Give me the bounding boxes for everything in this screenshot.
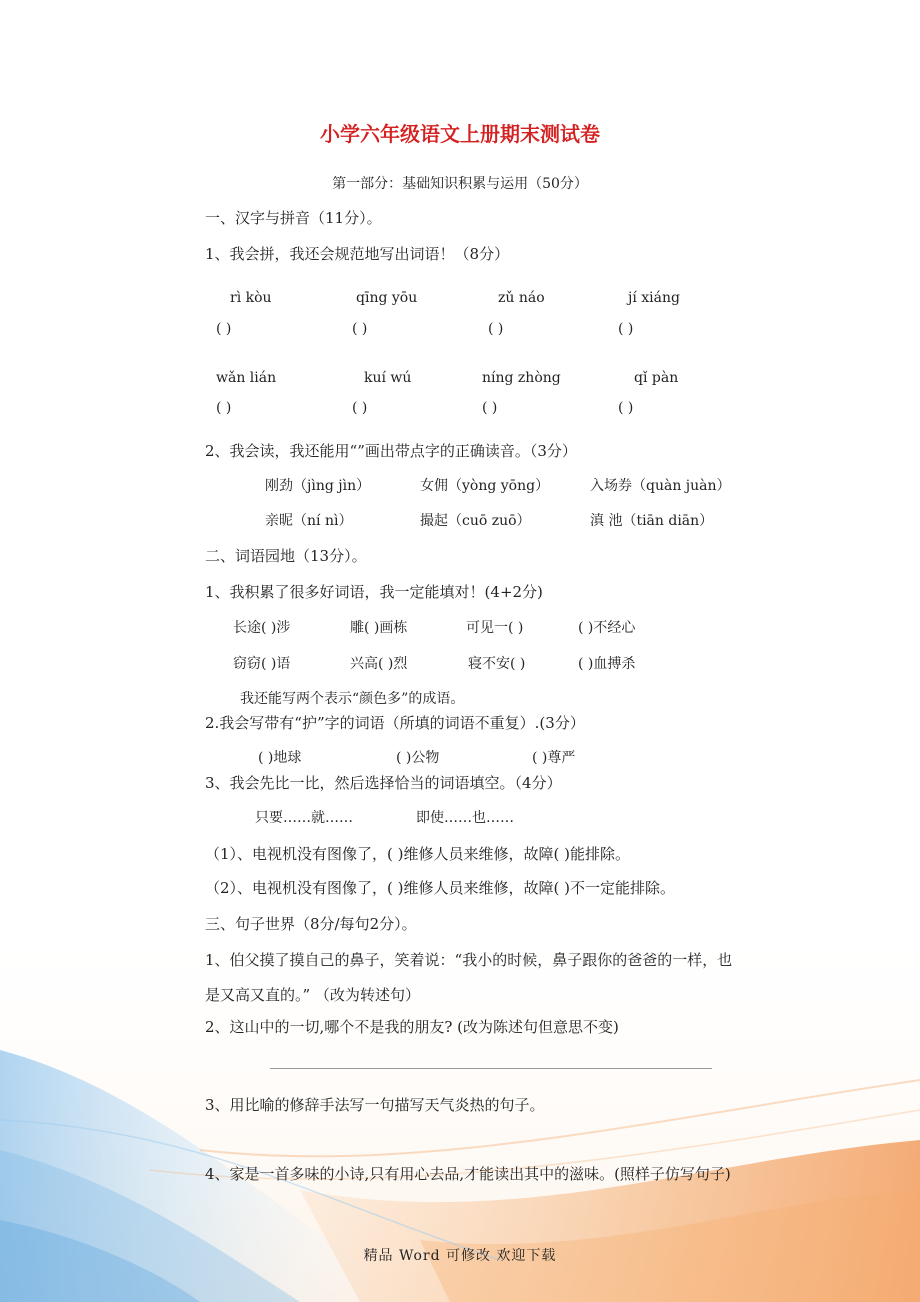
- idiom-fill[interactable]: 寝不安( ): [468, 656, 526, 672]
- hu-word-fill[interactable]: ( )地球: [258, 750, 302, 766]
- pinyin-item: qīng yōu: [356, 290, 418, 306]
- answer-blank[interactable]: ( ): [216, 400, 232, 416]
- section3-q1-line1: 1、伯父摸了摸自己的鼻子，笑着说：“我小的时候，鼻子跟你的爸爸的一样，也: [205, 951, 733, 969]
- answer-line[interactable]: [270, 1068, 712, 1069]
- color-idiom-prompt: 我还能写两个表示“颜色多”的成语。: [240, 691, 465, 707]
- idiom-fill[interactable]: ( )血搏杀: [578, 656, 636, 672]
- pinyin-item: rì kòu: [230, 290, 272, 306]
- reading-item: 亲昵（ní nì）: [265, 513, 353, 529]
- pinyin-item: jí xiáng: [628, 290, 680, 306]
- answer-blank[interactable]: ( ): [482, 400, 498, 416]
- section3-heading: 三、句子世界（8分/每句2分）。: [205, 915, 417, 933]
- section1-q2: 2、我会读，我还能用“”画出带点字的正确读音。（3分）: [205, 442, 577, 460]
- section2-q1: 1、我积累了很多好词语，我一定能填对！(4+2分): [205, 583, 543, 601]
- idiom-fill[interactable]: 兴高( )烈: [350, 656, 408, 672]
- fill-sentence[interactable]: （2）、电视机没有图像了，( )维修人员来维修，故障( )不一定能排除。: [205, 879, 675, 897]
- hu-word-fill[interactable]: ( )公物: [396, 750, 440, 766]
- pinyin-item: níng zhòng: [482, 370, 561, 386]
- section2-q2: 2.我会写带有“护”字的词语（所填的词语不重复）.(3分）: [205, 714, 585, 732]
- section1-heading: 一、汉字与拼音（11分）。: [205, 209, 382, 227]
- part-subtitle: 第一部分：基础知识积累与运用（50分）: [332, 176, 588, 192]
- idiom-fill[interactable]: 可见一( ): [466, 620, 524, 636]
- hu-word-fill[interactable]: ( )尊严: [532, 750, 576, 766]
- reading-item: 刚劲（jìng jìn）: [265, 478, 371, 494]
- section3-q2: 2、这山中的一切,哪个不是我的朋友? (改为陈述句但意思不变): [205, 1018, 619, 1036]
- pinyin-item: wǎn lián: [216, 370, 277, 386]
- page-title: 小学六年级语文上册期末测试卷: [320, 122, 600, 146]
- section3-q4: 4、家是一首多味的小诗,只有用心去品,才能读出其中的滋味。(照样子仿写句子): [205, 1165, 731, 1183]
- fill-sentence[interactable]: （1）、电视机没有图像了，( )维修人员来维修，故障( )能排除。: [205, 845, 630, 863]
- answer-blank[interactable]: ( ): [618, 400, 634, 416]
- pinyin-item: zǔ náo: [498, 290, 545, 306]
- reading-item: 撮起（cuō zuō）: [420, 513, 531, 529]
- idiom-fill[interactable]: 窃窃( )语: [233, 656, 291, 672]
- answer-blank[interactable]: ( ): [352, 321, 368, 337]
- idiom-fill[interactable]: ( )不经心: [578, 620, 636, 636]
- pinyin-item: kuí wú: [364, 370, 412, 386]
- section3-q1-line2: 是又高又直的。” （改为转述句）: [205, 986, 420, 1004]
- answer-blank[interactable]: ( ): [216, 321, 232, 337]
- pinyin-item: qǐ pàn: [634, 370, 679, 386]
- page-footer: 精品 Word 可修改 欢迎下载: [363, 1248, 557, 1264]
- answer-blank[interactable]: ( ): [488, 321, 504, 337]
- section2-q3: 3、我会先比一比，然后选择恰当的词语填空。（4分）: [205, 774, 562, 792]
- reading-item: 滇 池（tiān diān）: [590, 513, 714, 529]
- idiom-fill[interactable]: 长途( )涉: [233, 620, 291, 636]
- reading-item: 入场券（quàn juàn）: [590, 478, 731, 494]
- conjunction-option: 只要……就……: [255, 810, 353, 826]
- section2-heading: 二、词语园地（13分）。: [205, 547, 367, 565]
- conjunction-option: 即使……也……: [416, 810, 514, 826]
- section1-q1: 1、我会拼，我还会规范地写出词语！（8分）: [205, 245, 510, 263]
- answer-blank[interactable]: ( ): [352, 400, 368, 416]
- idiom-fill[interactable]: 雕( )画栋: [350, 620, 408, 636]
- answer-blank[interactable]: ( ): [618, 321, 634, 337]
- reading-item: 女佣（yòng yōng）: [420, 478, 550, 494]
- section3-q3: 3、用比喻的修辞手法写一句描写天气炎热的句子。: [205, 1096, 545, 1114]
